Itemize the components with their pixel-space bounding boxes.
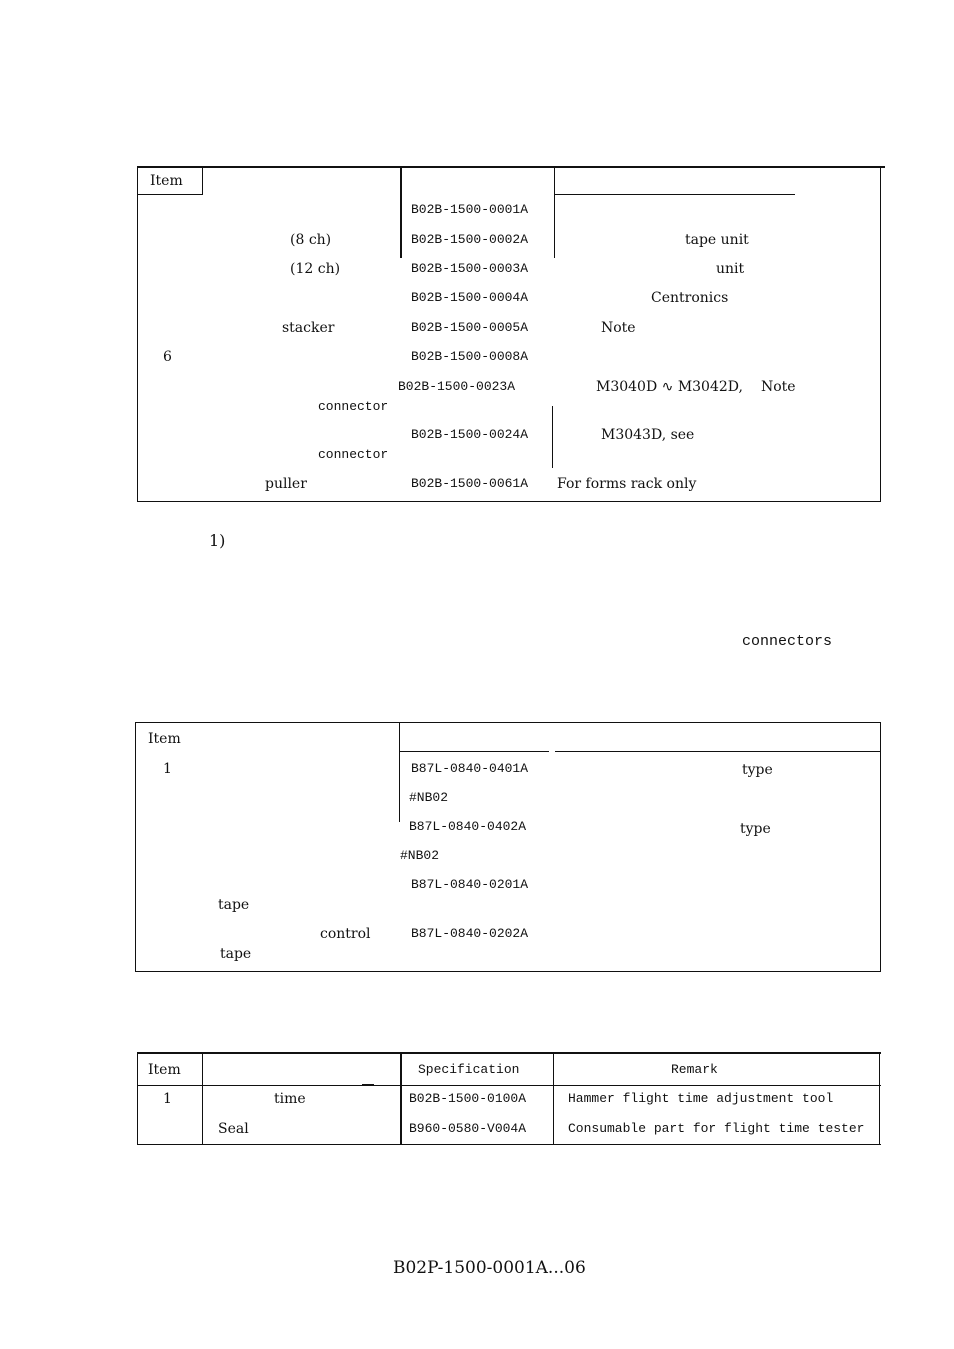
table3-row2-spec: B960-0580-V004A bbox=[409, 1121, 527, 1136]
table2-left-border bbox=[135, 722, 136, 972]
table3-row2-name: Seal bbox=[218, 1121, 249, 1137]
table1-row5-spec: B02B-1500-0005A bbox=[411, 320, 529, 335]
table1-row7-name: connector bbox=[318, 399, 389, 414]
table2-header-line-remark bbox=[555, 751, 881, 752]
table3-top-border bbox=[137, 1052, 881, 1054]
table3-left-border bbox=[137, 1052, 138, 1145]
table1-row4-remark: Centronics bbox=[651, 290, 729, 306]
table1-row9-spec: B02B-1500-0061A bbox=[411, 476, 529, 491]
connectors-text: connectors bbox=[742, 633, 833, 650]
table3-header-item: Item bbox=[148, 1062, 181, 1078]
page-footer-document-number: B02P-1500-0001A...06 bbox=[393, 1258, 586, 1278]
table3-row2-remark: Consumable part for flight time tester bbox=[568, 1121, 865, 1136]
table1-divider-name bbox=[400, 166, 402, 258]
table3-divider-spec bbox=[553, 1052, 554, 1145]
table1-row8-remark: M3043D, see bbox=[601, 427, 695, 443]
table3-row1-remark: Hammer flight time adjustment tool bbox=[568, 1091, 834, 1106]
note-marker: 1) bbox=[209, 531, 226, 550]
table1-row6-spec: B02B-1500-0008A bbox=[411, 349, 529, 364]
table3-divider-item bbox=[202, 1052, 203, 1145]
table3-header-remark: Remark bbox=[671, 1062, 718, 1077]
table2-row5-spec: B87L-0840-0201A bbox=[411, 877, 529, 892]
table1-row7-remark: M3040D ∿ M3042D, bbox=[596, 379, 743, 395]
table3-row1-name: time bbox=[274, 1091, 306, 1107]
table1-row7-spec: B02B-1500-0023A bbox=[398, 379, 516, 394]
table2-row6-name: control bbox=[320, 926, 371, 942]
table1-row5-name: stacker bbox=[282, 320, 335, 336]
table1-row9-name: puller bbox=[265, 476, 307, 492]
table2-row3-remark: type bbox=[740, 821, 771, 837]
table1-row7-remark-note: Note bbox=[761, 379, 796, 395]
table2-right-border bbox=[880, 722, 881, 972]
table1-row2-spec: B02B-1500-0002A bbox=[411, 232, 529, 247]
table1-row3-name: (12 ch) bbox=[290, 261, 341, 277]
table2-row3-spec: B87L-0840-0402A bbox=[409, 819, 527, 834]
table1-divider-spec bbox=[554, 166, 555, 258]
table2-row2-spec: #NB02 bbox=[409, 790, 449, 805]
table1-header-line-remark bbox=[555, 194, 795, 195]
table3-row1-spec: B02B-1500-0100A bbox=[409, 1091, 527, 1106]
table1-divider-spec-lower bbox=[552, 406, 553, 468]
table3-header-line bbox=[137, 1085, 881, 1086]
table2-row1-remark: type bbox=[742, 762, 773, 778]
table3-header-spec: Specification bbox=[418, 1062, 520, 1077]
table1-row1-spec: B02B-1500-0001A bbox=[411, 202, 529, 217]
table1-divider-item bbox=[202, 166, 203, 195]
table1-row4-spec: B02B-1500-0004A bbox=[411, 290, 529, 305]
table2-divider-name bbox=[399, 722, 400, 822]
table1-row2-remark: tape unit bbox=[685, 232, 749, 248]
table1-row5-remark: Note bbox=[601, 320, 636, 336]
table1-row2-name: (8 ch) bbox=[290, 232, 332, 248]
table2-row6-spec: B87L-0840-0202A bbox=[411, 926, 529, 941]
table3-divider-name bbox=[400, 1052, 402, 1145]
table1-left-border bbox=[137, 166, 138, 502]
table3-bottom-border bbox=[137, 1144, 881, 1145]
table3-right-border bbox=[879, 1052, 880, 1145]
table3-dash-mark bbox=[362, 1084, 374, 1086]
table1-row8-spec: B02B-1500-0024A bbox=[411, 427, 529, 442]
table1-top-border bbox=[137, 166, 885, 168]
table1-row6-item: 6 bbox=[163, 349, 172, 365]
table1-row3-spec: B02B-1500-0003A bbox=[411, 261, 529, 276]
table1-header-item: Item bbox=[150, 173, 183, 189]
table2-header-item: Item bbox=[148, 731, 181, 747]
table2-top-border bbox=[135, 722, 881, 723]
table2-row1-spec: B87L-0840-0401A bbox=[411, 761, 529, 776]
table1-row3-remark: unit bbox=[716, 261, 745, 277]
table2-row1-item: 1 bbox=[163, 761, 172, 777]
table1-header-line bbox=[137, 194, 203, 195]
table3-row1-item: 1 bbox=[163, 1091, 172, 1107]
table2-row5-name: tape bbox=[218, 897, 250, 913]
table1-row9-remark: For forms rack only bbox=[557, 476, 697, 492]
table1-row8-name: connector bbox=[318, 447, 389, 462]
table1-right-border bbox=[880, 166, 881, 502]
table2-bottom-border bbox=[135, 971, 881, 972]
table1-bottom-border bbox=[137, 501, 881, 502]
table2-row6-name-2: tape bbox=[220, 946, 252, 962]
table2-row4-spec: #NB02 bbox=[400, 848, 440, 863]
table2-header-line bbox=[399, 751, 549, 752]
